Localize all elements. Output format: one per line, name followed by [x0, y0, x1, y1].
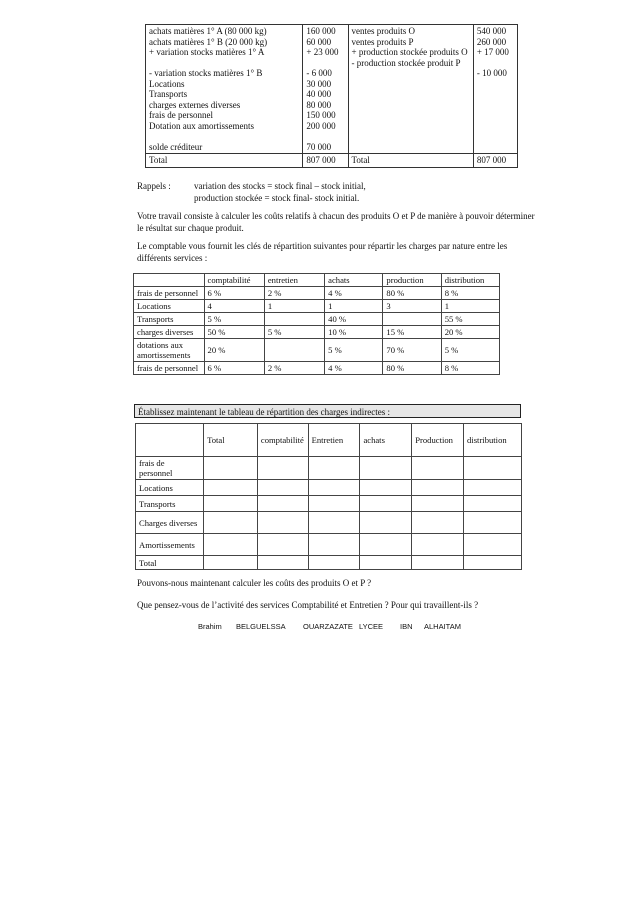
distribution-cell: [464, 480, 522, 496]
left-value: 30 000: [306, 78, 332, 89]
keys-cell: 8 %: [441, 362, 499, 375]
keys-cell: 40 %: [325, 313, 383, 326]
left-label: [149, 58, 299, 69]
left-value: 80 000: [306, 99, 332, 110]
total-value-right: 807 000: [473, 154, 517, 168]
keys-cell: 6 %: [204, 362, 264, 375]
keys-cell: 55 %: [441, 313, 499, 326]
keys-table: [133, 273, 500, 375]
keys-row-label: Locations: [134, 300, 205, 313]
right-value: - 10 000: [476, 68, 507, 78]
keys-cell: 5 %: [325, 339, 383, 362]
right-label: ventes produits O: [351, 26, 416, 36]
left-value: 160 000: [306, 26, 336, 36]
instruction-box: Établissez maintenant le tableau de répartition des charges indirectes :: [134, 404, 521, 418]
distribution-cell: [412, 556, 464, 570]
question-costs: Pouvons-nous maintenant calculer les coûts des produits O et P ?: [137, 578, 372, 588]
keys-row-label: frais de personnel: [134, 362, 205, 375]
keys-header-cell: entretien: [264, 274, 324, 287]
distribution-header-cell: Total: [204, 424, 258, 457]
distribution-row-label: frais de personnel: [136, 457, 204, 480]
right-label: ventes produits P: [351, 36, 414, 47]
distribution-total-row: [136, 556, 522, 570]
total-label-right: Total: [348, 154, 473, 168]
distribution-header-cell: [136, 424, 204, 457]
left-label: Locations: [149, 78, 185, 89]
total-value-left: 807 000: [303, 154, 348, 168]
left-value: 70 000: [306, 141, 332, 152]
distribution-header-cell: Entretien: [308, 424, 360, 457]
distribution-cell: [257, 457, 308, 480]
keys-row: [134, 287, 500, 300]
left-label: frais de personnel: [149, 110, 213, 120]
left-label: [149, 131, 299, 142]
keys-cell: 8 %: [441, 287, 499, 300]
distribution-cell: [257, 556, 308, 570]
left-value: + 23 000: [306, 47, 339, 57]
footer-last-name: BELGUELSSA: [236, 622, 286, 631]
distribution-row-label: Amortissements: [136, 534, 204, 556]
total-label-left: Total: [146, 154, 303, 168]
distribution-cell: [412, 512, 464, 534]
left-value: [306, 131, 344, 142]
keys-row-label: frais de personnel: [134, 287, 205, 300]
keys-cell: 4: [204, 300, 264, 313]
distribution-cell: [412, 496, 464, 512]
paragraph-keys: Le comptable vous fournit les clés de répartition suivantes pour répartir les charges par nature entre les différents services :: [137, 241, 508, 263]
left-label: - variation stocks matières 1° B: [149, 68, 263, 78]
distribution-cell: [412, 534, 464, 556]
keys-header-cell: [134, 274, 205, 287]
footer-first-name: Brahim: [198, 622, 222, 631]
left-label: achats matières 1° A (80 000 kg): [149, 26, 267, 36]
distribution-cell: [204, 512, 258, 534]
distribution-header-cell: comptabilité: [257, 424, 308, 457]
keys-row-label: Transports: [134, 313, 205, 326]
distribution-cell: [308, 480, 360, 496]
footer-alhaitam: ALHAITAM: [424, 622, 461, 631]
keys-cell: 80 %: [383, 362, 441, 375]
distribution-cell: [204, 496, 258, 512]
keys-row-label: dotations aux amortissements: [134, 339, 205, 362]
distribution-header-cell: Production: [412, 424, 464, 457]
keys-row: [134, 300, 500, 313]
account-table: [145, 24, 518, 168]
keys-row-label: charges diverses: [134, 326, 205, 339]
distribution-row-label: Transports: [136, 496, 204, 512]
keys-header-cell: production: [383, 274, 441, 287]
left-value: 150 000: [306, 110, 336, 120]
distribution-cell: [360, 496, 412, 512]
left-label: Dotation aux amortissements: [149, 120, 254, 131]
keys-cell: 70 %: [383, 339, 441, 362]
footer-ibn: IBN: [400, 622, 413, 631]
left-label: solde créditeur: [149, 141, 203, 152]
keys-cell: [264, 313, 324, 326]
distribution-cell: [464, 534, 522, 556]
rappels-line-2: production stockée = stock final- stock initial.: [194, 193, 360, 203]
keys-row: [134, 313, 500, 326]
account-left-labels-cell: [146, 25, 303, 154]
keys-cell: 1: [325, 300, 383, 313]
distribution-cell: [308, 512, 360, 534]
left-value: - 6 000: [306, 68, 332, 78]
keys-row: [134, 362, 500, 375]
keys-cell: 4 %: [325, 287, 383, 300]
distribution-cell: [360, 457, 412, 480]
keys-cell: 1: [441, 300, 499, 313]
keys-cell: 5 %: [204, 313, 264, 326]
distribution-cell: [308, 496, 360, 512]
footer-city: OUARZAZATE: [303, 622, 353, 631]
distribution-cell: [257, 480, 308, 496]
distribution-cell: [204, 534, 258, 556]
keys-cell: 80 %: [383, 287, 441, 300]
keys-cell: [264, 339, 324, 362]
distribution-row: [136, 457, 522, 480]
distribution-cell: [308, 457, 360, 480]
distribution-cell: [360, 556, 412, 570]
right-value: + 17 000: [476, 47, 509, 57]
account-table-body-row: [146, 25, 518, 154]
keys-header-cell: achats: [325, 274, 383, 287]
right-value: 540 000: [476, 26, 507, 36]
keys-cell: 1: [264, 300, 324, 313]
distribution-row-label: Charges diverses: [136, 512, 204, 534]
rappels-label: Rappels :: [137, 181, 171, 191]
distribution-cell: [464, 457, 522, 480]
left-label: charges externes diverses: [149, 99, 241, 110]
keys-cell: 20 %: [204, 339, 264, 362]
keys-cell: 50 %: [204, 326, 264, 339]
distribution-cell: [464, 556, 522, 570]
keys-cell: 2 %: [264, 362, 324, 375]
question-services: Que pensez-vous de l’activité des services Comptabilité et Entretien ? Pour qui travaillent-ils ?: [137, 600, 479, 610]
keys-cell: [383, 313, 441, 326]
left-label: Transports: [149, 89, 188, 99]
keys-cell: 6 %: [204, 287, 264, 300]
keys-cell: 3: [383, 300, 441, 313]
distribution-header-cell: distribution: [464, 424, 522, 457]
left-value: 60 000: [306, 36, 332, 47]
distribution-cell: [308, 556, 360, 570]
account-total-row: [146, 154, 518, 168]
left-value: [306, 58, 344, 69]
distribution-cell: [412, 480, 464, 496]
keys-header-cell: comptabilité: [204, 274, 264, 287]
distribution-row: [136, 480, 522, 496]
distribution-cell: [204, 457, 258, 480]
account-left-values-cell: [303, 25, 348, 154]
distribution-cell: [464, 512, 522, 534]
distribution-cell: [308, 534, 360, 556]
distribution-row: [136, 496, 522, 512]
keys-cell: 15 %: [383, 326, 441, 339]
distribution-row: [136, 534, 522, 556]
right-value: 260 000: [476, 36, 507, 47]
keys-cell: 2 %: [264, 287, 324, 300]
keys-row: [134, 339, 500, 362]
right-label: + production stockée produits O: [351, 47, 468, 57]
right-value: [477, 58, 514, 69]
distribution-cell: [360, 512, 412, 534]
distribution-cell: [464, 496, 522, 512]
distribution-cell: [257, 534, 308, 556]
keys-header-cell: distribution: [441, 274, 499, 287]
distribution-cell: [360, 534, 412, 556]
distribution-cell: [412, 457, 464, 480]
distribution-cell: [257, 512, 308, 534]
account-right-values-cell: [473, 25, 517, 154]
paragraph-work: Votre travail consiste à calculer les coûts relatifs à chacun des produits O et P de manière à pouvoir déterminer le résultat sur chaque produit.: [137, 211, 535, 233]
distribution-cell: [257, 496, 308, 512]
distribution-cell: [204, 480, 258, 496]
left-value: 40 000: [306, 89, 332, 99]
distribution-cell: [204, 556, 258, 570]
distribution-row-label: Total: [136, 556, 204, 570]
keys-header-row: [134, 274, 500, 287]
keys-cell: 5 %: [441, 339, 499, 362]
distribution-row: [136, 512, 522, 534]
left-label: achats matières 1° B (20 000 kg): [149, 36, 268, 47]
distribution-header-row: [136, 424, 522, 457]
keys-cell: 10 %: [325, 326, 383, 339]
left-value: 200 000: [306, 120, 336, 131]
left-label: + variation stocks matières 1° A: [149, 47, 265, 57]
distribution-header-cell: achats: [360, 424, 412, 457]
keys-cell: 20 %: [441, 326, 499, 339]
rappels-line-1: variation des stocks = stock final – stock initial,: [194, 181, 366, 191]
footer-lycee: LYCEE: [359, 622, 384, 631]
distribution-cell: [360, 480, 412, 496]
keys-cell: 5 %: [264, 326, 324, 339]
right-label: - production stockée produit P: [351, 57, 461, 68]
keys-row: [134, 326, 500, 339]
keys-cell: 4 %: [325, 362, 383, 375]
account-right-labels-cell: [348, 25, 473, 154]
distribution-table: [135, 423, 522, 570]
distribution-row-label: Locations: [136, 480, 204, 496]
